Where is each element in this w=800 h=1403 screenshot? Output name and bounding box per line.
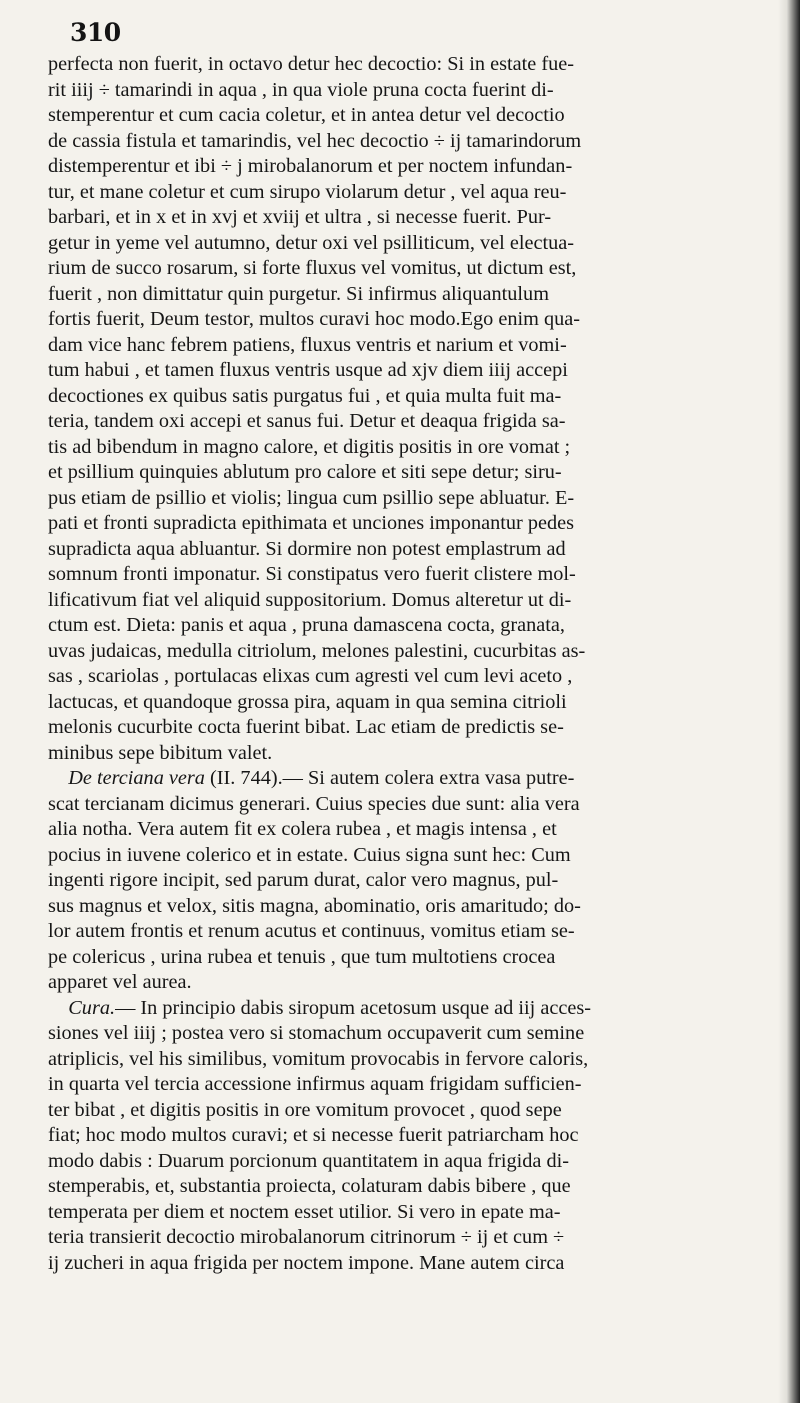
text-line: lor autem frontis et renum acutus et continuus, vomitus etiam se-: [48, 920, 575, 942]
text-line: perfecta non fuerit, in octavo detur hec decoctio: Si in estate fue-: [48, 53, 574, 75]
text-line: rit iiij ÷ tamarindi in aqua , in qua viole pruna cocta fuerint di-: [48, 78, 554, 101]
text-line: pocius in iuvene colerico et in estate. Cuius signa sunt hec: Cum: [48, 843, 571, 866]
text-line: siones vel iiij ; postea vero si stomachum occupaverit cum semine: [48, 1022, 585, 1044]
text-line: tur, et mane coletur et cum sirupo violarum detur , vel aqua reu-: [48, 180, 567, 203]
text-line: stemperabis, et, substantia proiecta, colaturam dabis bibere , que: [48, 1175, 571, 1197]
text-line: sas , scariolas , portulacas elixas cum agresti vel cum levi aceto ,: [48, 665, 573, 687]
text-run: — In principio dabis siropum acetosum usque ad iij acces-: [115, 996, 591, 1019]
paragraph: [48, 766, 738, 996]
body-text: [48, 52, 738, 1276]
page-number: 310: [70, 18, 121, 47]
text-line: lactucas, et quandoque grossa pira, aquam in qua semina citrioli: [48, 690, 567, 713]
text-line: ij zucheri in aqua frigida per noctem impone. Mane autem circa: [48, 1251, 565, 1274]
text-line: alia notha. Vera autem fit ex colera rubea , et magis intensa , et: [48, 818, 557, 840]
text-line: decoctiones ex quibus satis purgatus fui , et quia multa fuit ma-: [48, 384, 562, 407]
text-line: [48, 766, 738, 792]
text-run: (II. 744).— Si autem colera extra vasa putre-: [204, 767, 575, 789]
text-line: barbari, et in x et in xvj et xviij et ultra , si necesse fuerit. Pur-: [48, 206, 552, 228]
text-line: teria, tandem oxi accepi et sanus fui. Detur et deaqua frigida sa-: [48, 410, 566, 432]
text-line: in quarta vel tercia accessione infirmus aquam frigidam sufficien-: [48, 1073, 582, 1095]
text-line: [48, 996, 738, 1022]
text-line: scat tercianam dicimus generari. Cuius species due sunt: alia vera: [48, 792, 580, 815]
text-line: lificativum fiat vel aliquid suppositorium. Domus alteretur ut di-: [48, 588, 572, 611]
text-line: apparet vel aurea.: [48, 971, 192, 993]
text-line: tis ad bibendum in magno calore, et digitis positis in ore vomat ;: [48, 435, 571, 458]
section-heading: Cura.: [68, 996, 116, 1019]
text-line: modo dabis : Duarum porcionum quantitatem in aqua frigida di-: [48, 1149, 569, 1172]
text-line: somnum fronti imponatur. Si constipatus vero fuerit clistere mol-: [48, 563, 576, 585]
text-line: fiat; hoc modo multos curavi; et si necesse fuerit patriarcham hoc: [48, 1124, 579, 1146]
section-heading: De terciana vera: [68, 767, 205, 789]
text-line: ingenti rigore incipit, sed parum durat, calor vero magnus, pul-: [48, 869, 559, 891]
text-line: et psillium quinquies ablutum pro calore et siti sepe detur; siru-: [48, 461, 562, 483]
text-line: distemperentur et ibi ÷ j mirobalanorum et per noctem infundan-: [48, 155, 573, 177]
text-line: pus etiam de psillio et violis; lingua cum psillio sepe abluatur. E-: [48, 486, 575, 509]
paragraph: [48, 52, 738, 766]
text-line: uvas judaicas, medulla citriolum, melones palestini, cucurbitas as-: [48, 639, 586, 662]
text-line: temperata per diem et noctem esset utilior. Si vero in epate ma-: [48, 1200, 561, 1223]
text-line: tum habui , et tamen fluxus ventris usque ad xjv diem iiij accepi: [48, 359, 568, 381]
text-line: getur in yeme vel autumno, detur oxi vel psilliticum, vel electua-: [48, 231, 575, 254]
text-line: ctum est. Dieta: panis et aqua , pruna damascena cocta, granata,: [48, 614, 565, 636]
text-line: fortis fuerit, Deum testor, multos curavi hoc modo.Ego enim qua-: [48, 308, 581, 330]
text-line: sus magnus et velox, sitis magna, abominatio, oris amaritudo; do-: [48, 894, 581, 917]
text-line: supradicta aqua abluantur. Si dormire non potest emplastrum ad: [48, 537, 566, 560]
text-line: ter bibat , et digitis positis in ore vomitum provocet , quod sepe: [48, 1098, 562, 1121]
text-line: de cassia fistula et tamarindis, vel hec decoctio ÷ ij tamarindorum: [48, 129, 582, 152]
text-line: dam vice hanc febrem patiens, fluxus ventris et narium et vomi-: [48, 333, 567, 356]
text-line: atriplicis, vel his similibus, vomitum provocabis in fervore caloris,: [48, 1047, 589, 1070]
text-line: fuerit , non dimittatur quin purgetur. Si infirmus aliquantulum: [48, 282, 549, 305]
text-line: melonis cucurbite cocta fuerint bibat. Lac etiam de predictis se-: [48, 716, 564, 738]
text-line: rium de succo rosarum, si forte fluxus vel vomitus, ut dictum est,: [48, 257, 577, 279]
page-gutter-shadow: [778, 0, 800, 1403]
text-line: pe colericus , urina rubea et tenuis , que tum multotiens crocea: [48, 945, 556, 968]
text-line: stemperentur et cum cacia coletur, et in antea detur vel decoctio: [48, 104, 565, 126]
text-line: teria transierit decoctio mirobalanorum citrinorum ÷ ij et cum ÷: [48, 1226, 565, 1248]
paragraph: [48, 996, 738, 1277]
text-line: pati et fronti supradicta epithimata et unciones imponantur pedes: [48, 512, 575, 534]
text-line: minibus sepe bibitum valet.: [48, 741, 273, 764]
